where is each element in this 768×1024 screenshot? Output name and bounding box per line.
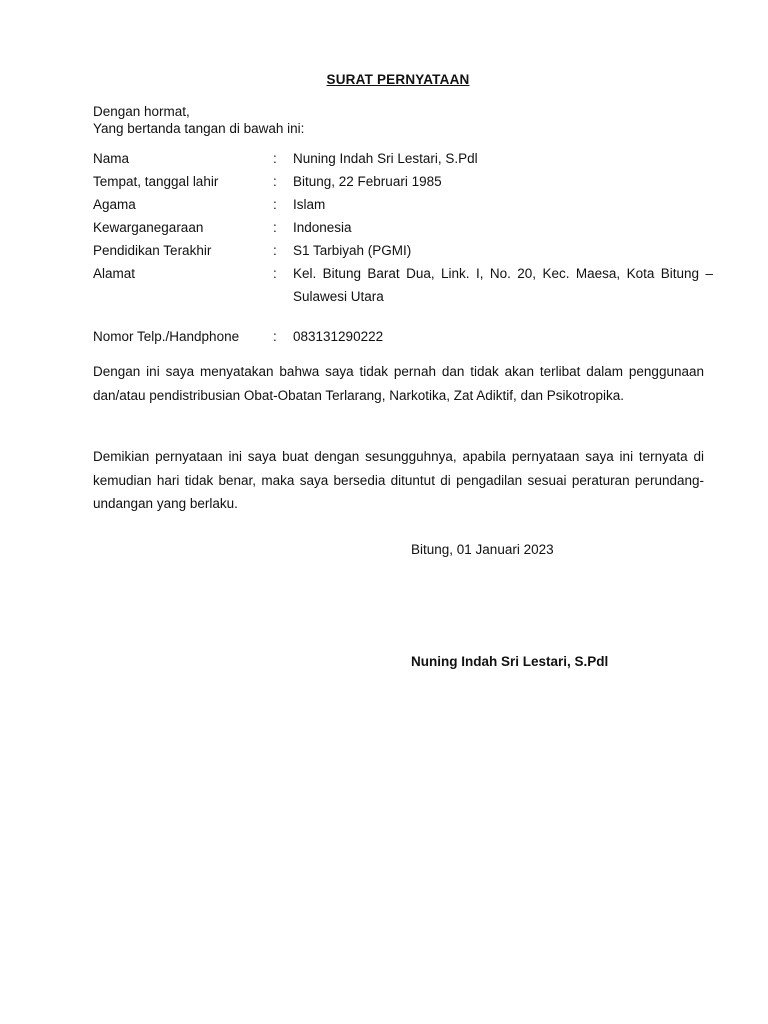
field-colon: : — [273, 174, 277, 189]
field-colon: : — [273, 151, 277, 166]
identity-fields — [93, 150, 713, 351]
field-label: Agama — [93, 197, 136, 212]
field-value: Kel. Bitung Barat Dua, Link. I, No. 20, Kec. Maesa, Kota Bitung – Sulawesi Utara — [293, 266, 713, 304]
greeting-block — [93, 103, 304, 137]
place-date: Bitung, 01 Januari 2023 — [411, 542, 554, 557]
field-colon: : — [273, 243, 277, 258]
field-row-alamat — [93, 265, 713, 311]
field-value: Nuning Indah Sri Lestari, S.Pdl — [293, 151, 478, 166]
field-value: 083131290222 — [293, 329, 384, 344]
field-label: Nomor Telp./Handphone — [93, 329, 240, 344]
field-value: Indonesia — [293, 220, 352, 235]
field-colon: : — [273, 197, 277, 212]
field-colon: : — [273, 220, 277, 235]
statement-paragraph: Dengan ini saya menyatakan bahwa saya tidak pernah dan tidak akan terlibat dalam penggunaan dan/atau pendistribusian Obat-Obatan Terlarang, Narkotika, Zat Adiktif, dan Psikotropika. — [93, 364, 704, 403]
field-label: Pendidikan Terakhir — [93, 243, 212, 258]
field-value: Bitung, 22 Februari 1985 — [293, 174, 442, 189]
intro-line: Yang bertanda tangan di bawah ini: — [93, 121, 305, 136]
field-row-nomor-telepon — [93, 328, 713, 351]
greeting-line: Dengan hormat, — [93, 104, 190, 119]
closing-paragraph: Demikian pernyataan ini saya buat dengan sesungguhnya, apabila pernyataan saya ini ternyata di kemudian hari tidak benar, maka saya bersedia dituntut di pengadilan sesuai peraturan perundang-undangan yang berlaku. — [93, 449, 704, 511]
field-label: Nama — [93, 151, 130, 166]
field-label: Alamat — [93, 266, 136, 281]
field-colon: : — [273, 266, 277, 281]
signer-name: Nuning Indah Sri Lestari, S.Pdl — [411, 654, 609, 669]
field-label: Tempat, tanggal lahir — [93, 174, 219, 189]
field-label: Kewarganegaraan — [93, 220, 204, 235]
field-colon: : — [273, 329, 277, 344]
field-value: S1 Tarbiyah (PGMI) — [293, 243, 412, 258]
document-title: SURAT PERNYATAAN — [326, 72, 470, 87]
field-value: Islam — [293, 197, 326, 212]
